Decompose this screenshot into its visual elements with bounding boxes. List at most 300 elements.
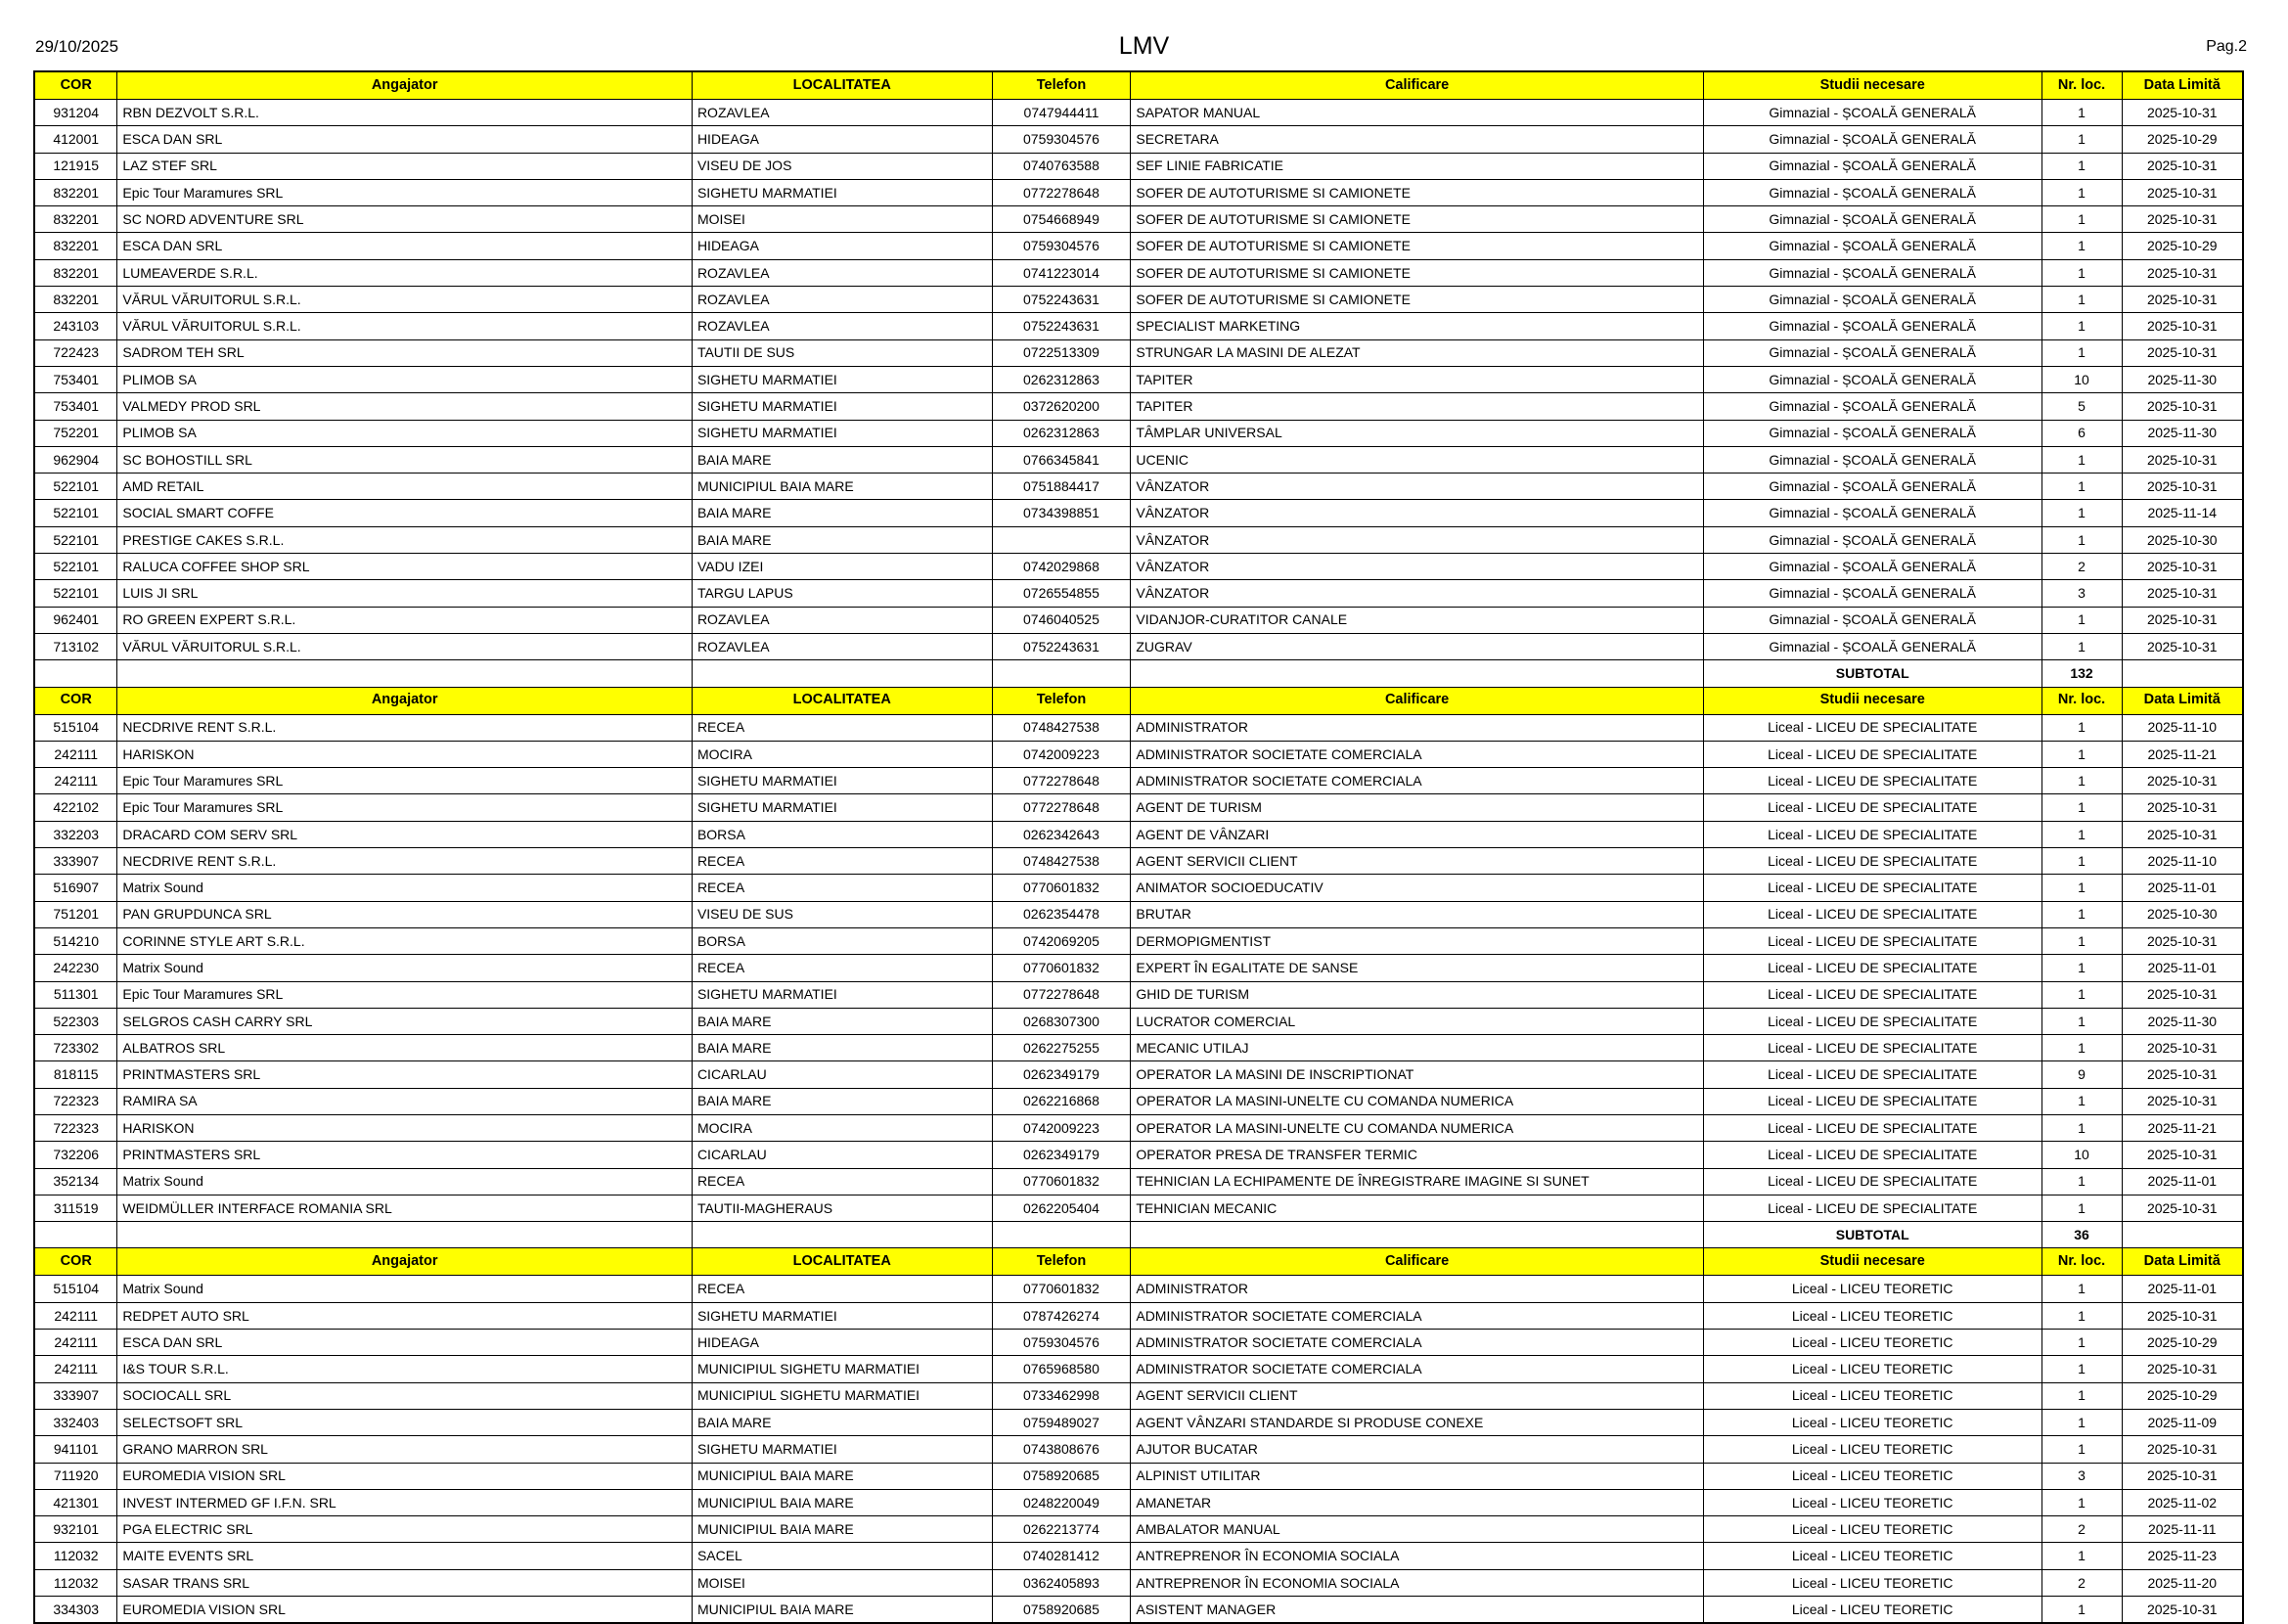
cell-angajator: SC BOHOSTILL SRL [117,446,693,473]
table-row [34,100,2243,126]
cell-data-limit: 2025-10-31 [2122,446,2243,473]
cell-studii-necesare: Liceal - LICEU DE SPECIALITATE [1703,794,2041,821]
cell-calificare: TEHNICIAN MECANIC [1131,1195,1704,1221]
empty-cell [2122,1222,2243,1248]
cell-studii-necesare: Gimnazial - ȘCOALĂ GENERALĂ [1703,287,2041,313]
cell-studii-necesare: Liceal - LICEU DE SPECIALITATE [1703,1061,2041,1088]
column-header-cor: COR [34,71,117,100]
cell-nr-loc: 1 [2041,1330,2122,1356]
table-row [34,526,2243,553]
cell-localitatea: VISEU DE SUS [692,901,992,927]
table-row [34,580,2243,607]
cell-telefon: 0752243631 [992,633,1131,659]
cell-studii-necesare: Liceal - LICEU DE SPECIALITATE [1703,981,2041,1008]
table-row [34,741,2243,767]
cell-localitatea: SACEL [692,1543,992,1569]
page-number: Pag.2 [2206,38,2247,55]
empty-cell [692,660,992,687]
cell-cor: 941101 [34,1436,117,1463]
cell-studii-necesare: Liceal - LICEU TEORETIC [1703,1302,2041,1329]
cell-localitatea: CICARLAU [692,1142,992,1168]
cell-cor: 713102 [34,633,117,659]
cell-localitatea: MOCIRA [692,1114,992,1141]
cell-cor: 243103 [34,313,117,339]
table-row [34,1302,2243,1329]
cell-calificare: AGENT DE VÂNZARI [1131,821,1704,847]
table-row [34,848,2243,875]
cell-data-limit: 2025-11-14 [2122,500,2243,526]
cell-calificare: VIDANJOR-CURATITOR CANALE [1131,607,1704,633]
cell-nr-loc: 1 [2041,1008,2122,1034]
cell-telefon: 0722513309 [992,339,1131,366]
cell-telefon: 0262312863 [992,420,1131,446]
cell-angajator: Epic Tour Maramures SRL [117,179,693,205]
cell-studii-necesare: Gimnazial - ȘCOALĂ GENERALĂ [1703,420,2041,446]
cell-nr-loc: 1 [2041,633,2122,659]
cell-calificare: ADMINISTRATOR SOCIETATE COMERCIALA [1131,1302,1704,1329]
cell-data-limit: 2025-11-21 [2122,1114,2243,1141]
cell-telefon: 0740281412 [992,1543,1131,1569]
cell-angajator: ALBATROS SRL [117,1035,693,1061]
cell-angajator: LUMEAVERDE S.R.L. [117,259,693,286]
cell-localitatea: BORSA [692,821,992,847]
column-header-calificare: Calificare [1131,1248,1704,1276]
cell-localitatea: RECEA [692,955,992,981]
cell-angajator: SOCIAL SMART COFFE [117,500,693,526]
cell-studii-necesare: Liceal - LICEU TEORETIC [1703,1330,2041,1356]
table-row [34,446,2243,473]
cell-telefon: 0262216868 [992,1088,1131,1114]
cell-telefon: 0772278648 [992,768,1131,794]
table-row [34,607,2243,633]
table-row [34,633,2243,659]
cell-nr-loc: 1 [2041,821,2122,847]
cell-nr-loc: 6 [2041,420,2122,446]
subtotal-row [34,660,2243,687]
cell-cor: 832201 [34,179,117,205]
table-row [34,153,2243,179]
cell-cor: 522101 [34,580,117,607]
cell-telefon: 0772278648 [992,794,1131,821]
cell-studii-necesare: Gimnazial - ȘCOALĂ GENERALĂ [1703,126,2041,153]
cell-localitatea: ROZAVLEA [692,259,992,286]
cell-cor: 752201 [34,420,117,446]
cell-localitatea: ROZAVLEA [692,313,992,339]
cell-nr-loc: 1 [2041,259,2122,286]
table-row [34,901,2243,927]
cell-calificare: STRUNGAR LA MASINI DE ALEZAT [1131,339,1704,366]
cell-data-limit: 2025-11-21 [2122,741,2243,767]
table-row [34,768,2243,794]
cell-calificare: AMBALATOR MANUAL [1131,1516,1704,1543]
cell-data-limit: 2025-11-01 [2122,1276,2243,1302]
cell-telefon: 0742029868 [992,554,1131,580]
cell-studii-necesare: Liceal - LICEU DE SPECIALITATE [1703,901,2041,927]
column-header-calificare: Calificare [1131,71,1704,100]
cell-data-limit: 2025-10-31 [2122,1195,2243,1221]
cell-nr-loc: 1 [2041,714,2122,741]
cell-calificare: ALPINIST UTILITAR [1131,1463,1704,1489]
cell-cor: 732206 [34,1142,117,1168]
cell-studii-necesare: Gimnazial - ȘCOALĂ GENERALĂ [1703,366,2041,392]
cell-telefon: 0770601832 [992,955,1131,981]
cell-studii-necesare: Gimnazial - ȘCOALĂ GENERALĂ [1703,607,2041,633]
cell-cor: 962904 [34,446,117,473]
cell-nr-loc: 1 [2041,1436,2122,1463]
cell-data-limit: 2025-11-01 [2122,875,2243,901]
table-row [34,420,2243,446]
cell-calificare: VÂNZATOR [1131,554,1704,580]
cell-calificare: ZUGRAV [1131,633,1704,659]
cell-nr-loc: 1 [2041,446,2122,473]
cell-calificare: SEF LINIE FABRICATIE [1131,153,1704,179]
column-header-calificare: Calificare [1131,687,1704,714]
cell-studii-necesare: Gimnazial - ȘCOALĂ GENERALĂ [1703,580,2041,607]
cell-studii-necesare: Liceal - LICEU TEORETIC [1703,1436,2041,1463]
cell-angajator: Matrix Sound [117,875,693,901]
cell-cor: 511301 [34,981,117,1008]
cell-studii-necesare: Liceal - LICEU DE SPECIALITATE [1703,848,2041,875]
column-header-telefon: Telefon [992,1248,1131,1276]
cell-telefon: 0262354478 [992,901,1131,927]
table-row [34,1035,2243,1061]
cell-data-limit: 2025-10-31 [2122,206,2243,233]
cell-localitatea: TAUTII DE SUS [692,339,992,366]
cell-cor: 711920 [34,1463,117,1489]
cell-nr-loc: 1 [2041,179,2122,205]
cell-localitatea: RECEA [692,714,992,741]
table-row [34,1489,2243,1515]
cell-nr-loc: 9 [2041,1061,2122,1088]
cell-localitatea: MUNICIPIUL BAIA MARE [692,1463,992,1489]
cell-telefon: 0734398851 [992,500,1131,526]
cell-data-limit: 2025-10-31 [2122,1088,2243,1114]
table-row [34,313,2243,339]
cell-localitatea: ROZAVLEA [692,607,992,633]
empty-cell [2122,660,2243,687]
cell-calificare: MECANIC UTILAJ [1131,1035,1704,1061]
cell-studii-necesare: Gimnazial - ȘCOALĂ GENERALĂ [1703,633,2041,659]
cell-cor: 334303 [34,1597,117,1624]
cell-calificare: OPERATOR LA MASINI-UNELTE CU COMANDA NUMERICA [1131,1088,1704,1114]
cell-nr-loc: 1 [2041,848,2122,875]
cell-angajator: DRACARD COM SERV SRL [117,821,693,847]
cell-nr-loc: 1 [2041,233,2122,259]
cell-cor: 242111 [34,1302,117,1329]
cell-studii-necesare: Liceal - LICEU DE SPECIALITATE [1703,741,2041,767]
cell-studii-necesare: Gimnazial - ȘCOALĂ GENERALĂ [1703,153,2041,179]
cell-cor: 242111 [34,741,117,767]
cell-localitatea: HIDEAGA [692,126,992,153]
cell-studii-necesare: Liceal - LICEU DE SPECIALITATE [1703,1114,2041,1141]
cell-data-limit: 2025-11-01 [2122,1168,2243,1195]
cell-data-limit: 2025-10-30 [2122,526,2243,553]
cell-calificare: TEHNICIAN LA ECHIPAMENTE DE ÎNREGISTRARE IMAGINE SI SUNET [1131,1168,1704,1195]
cell-localitatea: SIGHETU MARMATIEI [692,768,992,794]
cell-angajator: RO GREEN EXPERT S.R.L. [117,607,693,633]
cell-cor: 522101 [34,554,117,580]
cell-angajator: WEIDMÜLLER INTERFACE ROMANIA SRL [117,1195,693,1221]
column-header-telefon: Telefon [992,687,1131,714]
cell-calificare: GHID DE TURISM [1131,981,1704,1008]
table-row [34,206,2243,233]
cell-localitatea: TARGU LAPUS [692,580,992,607]
cell-data-limit: 2025-10-31 [2122,927,2243,954]
cell-data-limit: 2025-11-30 [2122,1008,2243,1034]
cell-data-limit: 2025-10-31 [2122,474,2243,500]
column-header-nr-loc: Nr. loc. [2041,71,2122,100]
cell-cor: 421301 [34,1489,117,1515]
table-row [34,179,2243,205]
cell-calificare: AJUTOR BUCATAR [1131,1436,1704,1463]
cell-data-limit: 2025-10-31 [2122,1035,2243,1061]
cell-nr-loc: 1 [2041,474,2122,500]
cell-calificare: LUCRATOR COMERCIAL [1131,1008,1704,1034]
cell-localitatea: BAIA MARE [692,526,992,553]
cell-localitatea: BAIA MARE [692,1035,992,1061]
table-row [34,1516,2243,1543]
cell-nr-loc: 1 [2041,794,2122,821]
cell-nr-loc: 1 [2041,126,2122,153]
cell-telefon: 0742009223 [992,1114,1131,1141]
cell-angajator: VĂRUL VĂRUITORUL S.R.L. [117,313,693,339]
cell-localitatea: MUNICIPIUL BAIA MARE [692,1597,992,1624]
cell-studii-necesare: Liceal - LICEU TEORETIC [1703,1597,2041,1624]
cell-calificare: ADMINISTRATOR SOCIETATE COMERCIALA [1131,1356,1704,1382]
cell-data-limit: 2025-11-30 [2122,420,2243,446]
cell-cor: 516907 [34,875,117,901]
cell-telefon [992,526,1131,553]
cell-telefon: 0742069205 [992,927,1131,954]
column-header-angajator: Angajator [117,71,693,100]
cell-localitatea: MOISEI [692,1569,992,1596]
subtotal-row [34,1222,2243,1248]
cell-calificare: TAPITER [1131,366,1704,392]
cell-calificare: ANIMATOR SOCIOEDUCATIV [1131,875,1704,901]
table-row [34,287,2243,313]
cell-localitatea: MUNICIPIUL BAIA MARE [692,474,992,500]
cell-cor: 514210 [34,927,117,954]
cell-telefon: 0742009223 [992,741,1131,767]
cell-telefon: 0770601832 [992,1276,1131,1302]
cell-localitatea: SIGHETU MARMATIEI [692,1436,992,1463]
cell-telefon: 0754668949 [992,206,1131,233]
cell-nr-loc: 1 [2041,339,2122,366]
cell-telefon: 0772278648 [992,981,1131,1008]
column-header-angajator: Angajator [117,687,693,714]
cell-nr-loc: 1 [2041,1114,2122,1141]
cell-angajator: Matrix Sound [117,1276,693,1302]
cell-localitatea: MUNICIPIUL BAIA MARE [692,1516,992,1543]
cell-angajator: SELGROS CASH CARRY SRL [117,1008,693,1034]
cell-data-limit: 2025-10-31 [2122,821,2243,847]
cell-studii-necesare: Liceal - LICEU DE SPECIALITATE [1703,875,2041,901]
cell-telefon: 0748427538 [992,848,1131,875]
cell-nr-loc: 1 [2041,955,2122,981]
report-date: 29/10/2025 [35,37,119,56]
column-header-cor: COR [34,1248,117,1276]
cell-telefon: 0268307300 [992,1008,1131,1034]
cell-angajator: ESCA DAN SRL [117,1330,693,1356]
cell-telefon: 0362405893 [992,1569,1131,1596]
cell-angajator: HARISKON [117,741,693,767]
cell-nr-loc: 1 [2041,927,2122,954]
cell-data-limit: 2025-11-30 [2122,366,2243,392]
cell-studii-necesare: Gimnazial - ȘCOALĂ GENERALĂ [1703,554,2041,580]
cell-data-limit: 2025-11-10 [2122,848,2243,875]
cell-calificare: AMANETAR [1131,1489,1704,1515]
empty-cell [1131,1222,1704,1248]
table-row [34,1168,2243,1195]
cell-cor: 722323 [34,1114,117,1141]
cell-data-limit: 2025-10-29 [2122,1382,2243,1409]
cell-data-limit: 2025-10-31 [2122,1436,2243,1463]
cell-telefon: 0262349179 [992,1142,1131,1168]
cell-calificare: VÂNZATOR [1131,500,1704,526]
cell-studii-necesare: Gimnazial - ȘCOALĂ GENERALĂ [1703,446,2041,473]
cell-cor: 753401 [34,393,117,420]
column-header-localitatea: LOCALITATEA [692,71,992,100]
cell-angajator: Matrix Sound [117,1168,693,1195]
cell-studii-necesare: Liceal - LICEU DE SPECIALITATE [1703,768,2041,794]
table-header-row [34,71,2243,100]
cell-calificare: AGENT DE TURISM [1131,794,1704,821]
cell-calificare: OPERATOR LA MASINI DE INSCRIPTIONAT [1131,1061,1704,1088]
cell-angajator: I&S TOUR S.R.L. [117,1356,693,1382]
empty-cell [117,1222,693,1248]
table-header-row [34,1248,2243,1276]
cell-localitatea: CICARLAU [692,1061,992,1088]
cell-calificare: SPECIALIST MARKETING [1131,313,1704,339]
cell-angajator: PRINTMASTERS SRL [117,1142,693,1168]
cell-localitatea: TAUTII-MAGHERAUS [692,1195,992,1221]
cell-calificare: TÂMPLAR UNIVERSAL [1131,420,1704,446]
cell-angajator: PAN GRUPDUNCA SRL [117,901,693,927]
cell-cor: 722423 [34,339,117,366]
cell-angajator: PRESTIGE CAKES S.R.L. [117,526,693,553]
cell-telefon: 0740763588 [992,153,1131,179]
cell-telefon: 0759304576 [992,1330,1131,1356]
cell-telefon: 0248220049 [992,1489,1131,1515]
cell-telefon: 0741223014 [992,259,1131,286]
cell-studii-necesare: Gimnazial - ȘCOALĂ GENERALĂ [1703,313,2041,339]
cell-localitatea: MUNICIPIUL SIGHETU MARMATIEI [692,1382,992,1409]
cell-cor: 242111 [34,1356,117,1382]
cell-studii-necesare: Liceal - LICEU TEORETIC [1703,1489,2041,1515]
cell-calificare: UCENIC [1131,446,1704,473]
cell-cor: 242111 [34,768,117,794]
cell-cor: 112032 [34,1569,117,1596]
cell-angajator: VĂRUL VĂRUITORUL S.R.L. [117,287,693,313]
cell-data-limit: 2025-10-31 [2122,393,2243,420]
cell-angajator: HARISKON [117,1114,693,1141]
cell-data-limit: 2025-10-31 [2122,1142,2243,1168]
table-row [34,1142,2243,1168]
cell-angajator: RALUCA COFFEE SHOP SRL [117,554,693,580]
cell-calificare: SOFER DE AUTOTURISME SI CAMIONETE [1131,259,1704,286]
cell-data-limit: 2025-10-31 [2122,313,2243,339]
cell-nr-loc: 1 [2041,1088,2122,1114]
cell-calificare: AGENT VÂNZARI STANDARDE SI PRODUSE CONEXE [1131,1409,1704,1435]
cell-data-limit: 2025-10-30 [2122,901,2243,927]
table-row [34,339,2243,366]
cell-telefon: 0746040525 [992,607,1131,633]
cell-nr-loc: 1 [2041,206,2122,233]
cell-data-limit: 2025-10-29 [2122,1330,2243,1356]
cell-cor: 522101 [34,500,117,526]
cell-angajator: VĂRUL VĂRUITORUL S.R.L. [117,633,693,659]
cell-localitatea: VADU IZEI [692,554,992,580]
cell-angajator: SASAR TRANS SRL [117,1569,693,1596]
cell-data-limit: 2025-10-31 [2122,287,2243,313]
cell-studii-necesare: Liceal - LICEU DE SPECIALITATE [1703,1195,2041,1221]
cell-localitatea: RECEA [692,848,992,875]
cell-nr-loc: 1 [2041,741,2122,767]
cell-calificare: SOFER DE AUTOTURISME SI CAMIONETE [1131,287,1704,313]
cell-localitatea: SIGHETU MARMATIEI [692,1302,992,1329]
subtotal-value: 132 [2041,660,2122,687]
cell-localitatea: BORSA [692,927,992,954]
cell-cor: 722323 [34,1088,117,1114]
table-row [34,714,2243,741]
cell-calificare: SOFER DE AUTOTURISME SI CAMIONETE [1131,233,1704,259]
cell-telefon: 0758920685 [992,1597,1131,1624]
cell-data-limit: 2025-10-31 [2122,100,2243,126]
table-row [34,1543,2243,1569]
cell-nr-loc: 3 [2041,580,2122,607]
cell-calificare: ANTREPRENOR ÎN ECONOMIA SOCIALA [1131,1543,1704,1569]
cell-data-limit: 2025-10-31 [2122,580,2243,607]
cell-calificare: ADMINISTRATOR SOCIETATE COMERCIALA [1131,768,1704,794]
cell-calificare: TAPITER [1131,393,1704,420]
table-row [34,1114,2243,1141]
column-header-localitatea: LOCALITATEA [692,1248,992,1276]
cell-studii-necesare: Liceal - LICEU TEORETIC [1703,1543,2041,1569]
cell-nr-loc: 1 [2041,287,2122,313]
cell-localitatea: SIGHETU MARMATIEI [692,366,992,392]
cell-localitatea: BAIA MARE [692,1088,992,1114]
empty-cell [1131,660,1704,687]
column-header-nr-loc: Nr. loc. [2041,687,2122,714]
cell-telefon: 0752243631 [992,287,1131,313]
cell-telefon: 0759304576 [992,126,1131,153]
cell-studii-necesare: Gimnazial - ȘCOALĂ GENERALĂ [1703,339,2041,366]
cell-nr-loc: 1 [2041,1356,2122,1382]
cell-localitatea: MUNICIPIUL SIGHETU MARMATIEI [692,1356,992,1382]
cell-nr-loc: 2 [2041,1516,2122,1543]
cell-nr-loc: 1 [2041,500,2122,526]
table-row [34,500,2243,526]
subtotal-label: SUBTOTAL [1703,1222,2041,1248]
cell-data-limit: 2025-10-31 [2122,1356,2243,1382]
cell-data-limit: 2025-10-31 [2122,1302,2243,1329]
cell-nr-loc: 1 [2041,607,2122,633]
cell-data-limit: 2025-10-31 [2122,179,2243,205]
cell-nr-loc: 3 [2041,1463,2122,1489]
empty-cell [34,1222,117,1248]
cell-localitatea: MOISEI [692,206,992,233]
table-row [34,1409,2243,1435]
cell-telefon: 0748427538 [992,714,1131,741]
cell-angajator: CORINNE STYLE ART S.R.L. [117,927,693,954]
cell-studii-necesare: Liceal - LICEU DE SPECIALITATE [1703,1008,2041,1034]
page-title: LMV [1118,32,1170,60]
cell-studii-necesare: Liceal - LICEU DE SPECIALITATE [1703,1035,2041,1061]
cell-cor: 121915 [34,153,117,179]
cell-localitatea: SIGHETU MARMATIEI [692,420,992,446]
cell-telefon: 0759489027 [992,1409,1131,1435]
cell-cor: 522101 [34,474,117,500]
